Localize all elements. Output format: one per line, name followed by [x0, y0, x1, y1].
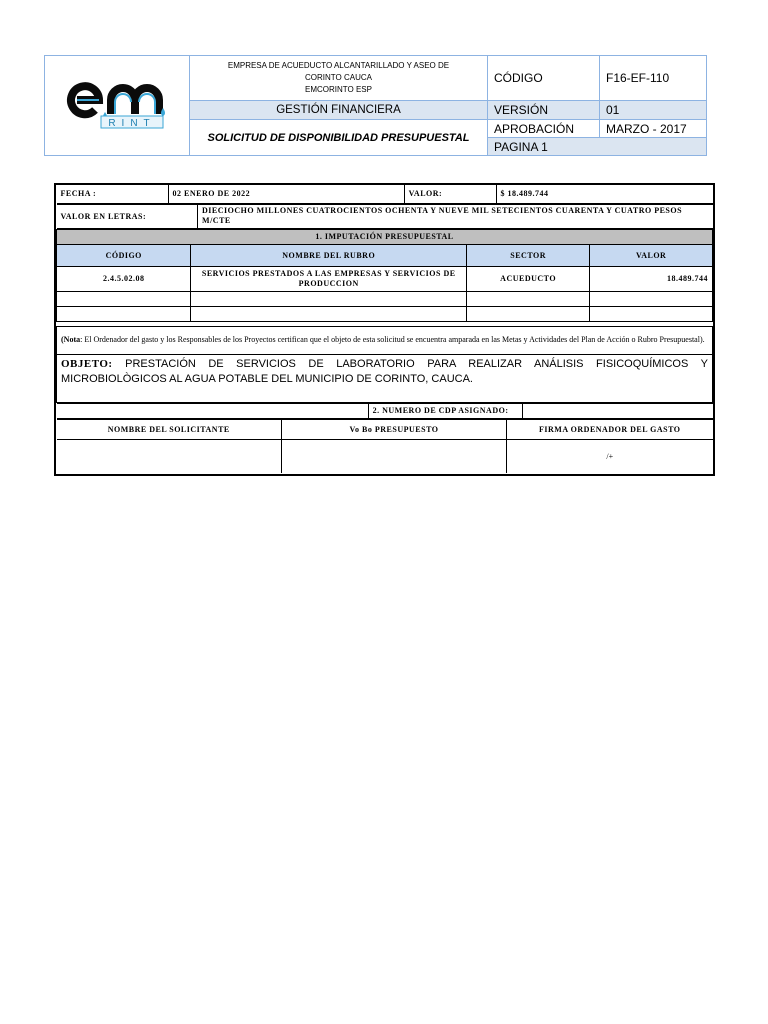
vobo-signature [282, 439, 507, 473]
col-valor-header: VALOR [590, 244, 713, 266]
valor-value: $ 18.489.744 [496, 185, 713, 203]
fecha-label: FECHA : [57, 185, 169, 203]
vobo-header: Vo Bo PRESUPUESTO [282, 419, 507, 439]
col-sector-header: SECTOR [466, 244, 589, 266]
version-label: VERSIÓN [488, 101, 600, 120]
table-row [57, 266, 713, 291]
cdp-value [522, 403, 712, 418]
emcorinto-logo-icon [55, 68, 180, 138]
solicitante-signature [57, 439, 282, 473]
form-table [56, 185, 713, 473]
col-rubro-header: NOMBRE DEL RUBRO [191, 244, 467, 266]
codigo-value: F16-EF-110 [600, 56, 707, 101]
table-row-empty [57, 291, 713, 306]
document-title: SOLICITUD DE DISPONIBILIDAD PRESUPUESTAL [190, 120, 488, 156]
department-title: GESTIÓN FINANCIERA [190, 101, 488, 120]
cdp-label: 2. NUMERO DE CDP ASIGNADO: [368, 403, 522, 418]
company-name: EMPRESA DE ACUEDUCTO ALCANTARILLADO Y ASEO DE CORINTO CAUCA EMCORINTO ESP [190, 56, 488, 101]
objeto-label: OBJETO: [61, 357, 113, 370]
valor-letras-label: VALOR EN LETRAS: [57, 204, 198, 228]
row-sector: ACUEDUCTO [466, 266, 589, 291]
table-row-empty [57, 306, 713, 321]
firma-signature: /+ [507, 439, 713, 473]
section-imputacion-title: 1. IMPUTACIÓN PRESUPUESTAL [57, 229, 713, 244]
cdp-request-form [54, 183, 715, 476]
col-codigo-header: CÓDIGO [57, 244, 191, 266]
codigo-label: CÓDIGO [488, 56, 600, 101]
fecha-value: 02 ENERO DE 2022 [168, 185, 404, 203]
row-codigo: 2.4.5.02.08 [57, 266, 191, 291]
note-text: (Nota: El Ordenador del gasto y los Responsables de los Proyectos certifican que el objeto de esta solicitud se encuentra amparada en las Metas y Actividades del Plan de Acción o Rubro Presupuestal). [57, 326, 713, 354]
solicitante-header: NOMBRE DEL SOLICITANTE [57, 419, 282, 439]
firma-header: FIRMA ORDENADOR DEL GASTO [507, 419, 713, 439]
logo-text: RINT [107, 118, 156, 129]
aprobacion-label: APROBACIÓN [488, 120, 600, 138]
aprobacion-value: MARZO - 2017 [600, 120, 707, 138]
row-valor: 18.489.744 [590, 266, 713, 291]
version-value: 01 [600, 101, 707, 120]
pagina-label: PAGINA 1 [488, 138, 707, 156]
objeto-text: OBJETO: PRESTACIÓN DE SERVICIOS DE LABORATORIO PARA REALIZAR ANÁLISIS FISICOQUÍMICOS Y MICROBIOLÒGICOS AL AGUA POTABLE DEL MUNICIPIO DE CORINTO, CAUCA. [57, 354, 713, 402]
row-rubro: SERVICIOS PRESTADOS A LAS EMPRESAS Y SERVICIOS DE PRODUCCION [191, 266, 467, 291]
valor-label: VALOR: [404, 185, 496, 203]
company-logo [45, 56, 190, 156]
document-header [44, 55, 707, 156]
valor-letras-value: DIECIOCHO MILLONES CUATROCIENTOS OCHENTA Y NUEVE MIL SETECIENTOS CUARENTA Y CUATRO PESOS M/CTE [198, 204, 713, 228]
